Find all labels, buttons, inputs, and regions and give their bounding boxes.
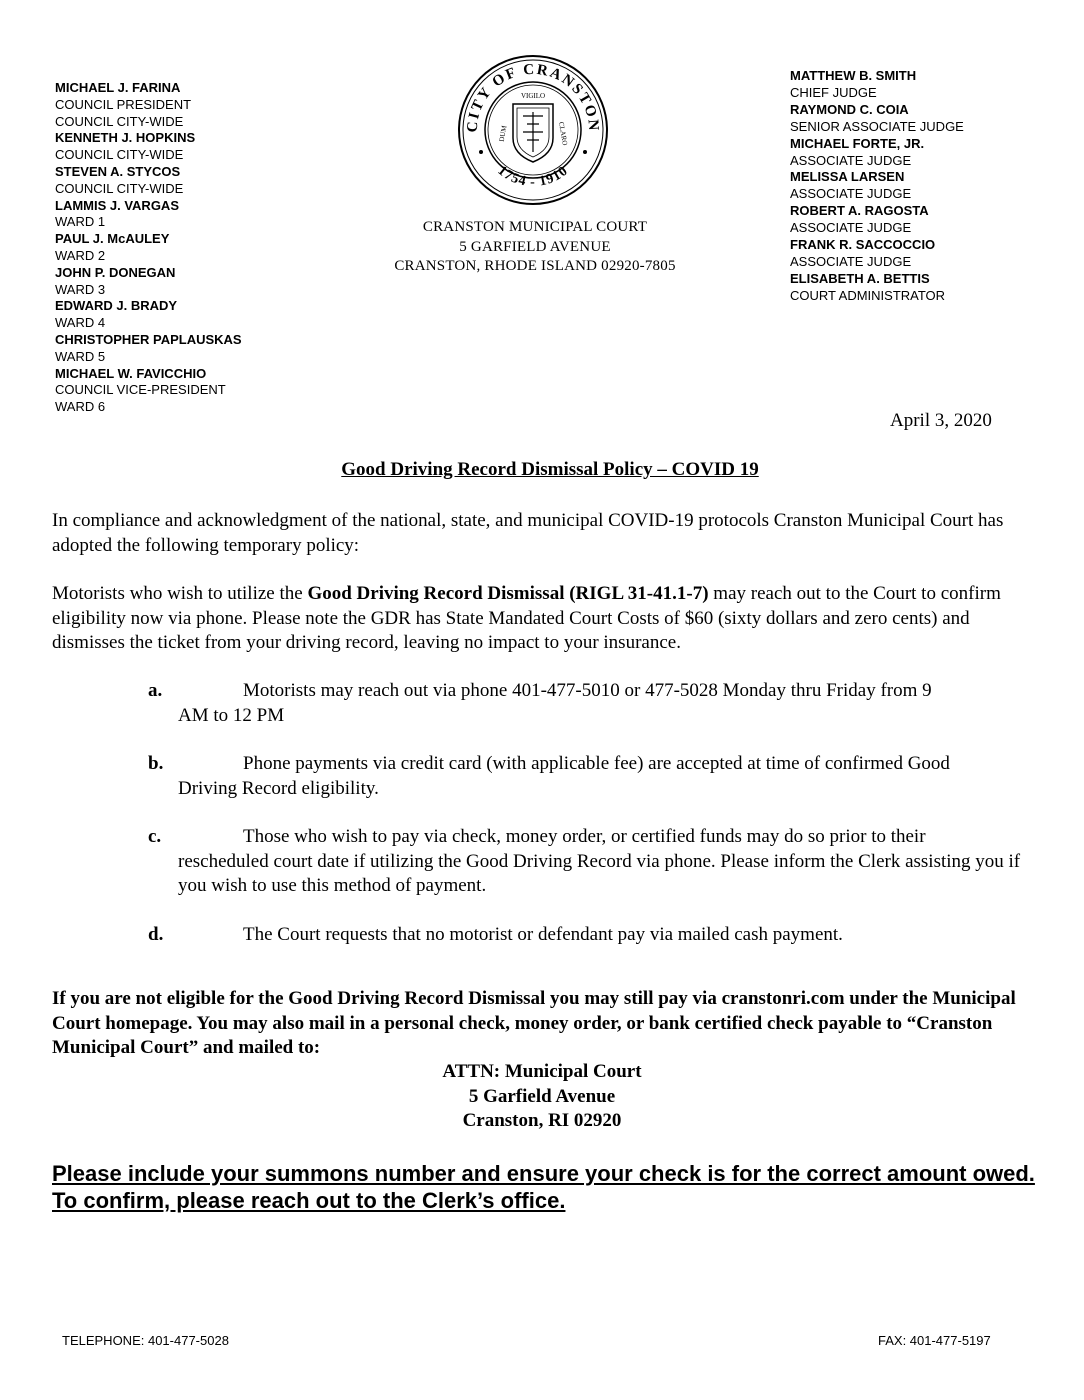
seal-motto-right: CLARO — [556, 121, 569, 147]
person-title: WARD 1 — [55, 214, 106, 230]
final-notice: Please include your summons number and ensure your check is for the correct amount owed. To confirm, please reach out to the Clerk’s office. — [52, 1161, 1035, 1213]
person-title: ASSOCIATE JUDGE — [790, 186, 912, 202]
person-name: KENNETH J. HOPKINS — [55, 130, 196, 146]
person-title: WARD 6 — [55, 399, 106, 415]
person-name: MICHAEL J. FARINA — [55, 80, 181, 95]
person-title: WARD 2 — [55, 247, 106, 263]
person-name: MATTHEW B. SMITH — [790, 68, 917, 83]
person-name: PAUL J. McAULEY — [55, 231, 170, 247]
person-name: MELISSA LARSEN — [790, 169, 905, 185]
policy-text-before: Motorists who wish to utilize the — [52, 583, 308, 604]
person-title: COURT ADMINISTRATOR — [790, 287, 946, 303]
policy-text-after: may reach out to the Court to confirm eligibility now via phone. Please note the GDR has State Mandated Court Costs of $60 (sixty dollars and zero cents) and dismisses the ticket from your driving record, leaving no impact to your insurance. — [52, 583, 1001, 653]
intro-paragraph: In compliance and acknowledgment of the national, state, and municipal COVID-19 protocols Cranston Municipal Court has adopted the following temporary policy: — [52, 510, 1004, 556]
person-name: EDWARD J. BRADY — [55, 298, 178, 314]
seal-motto-top: VIGILO — [520, 92, 546, 100]
person-name: LAMMIS J. VARGAS — [55, 197, 179, 213]
item-letter: c. — [148, 826, 162, 847]
policy-item-a — [148, 679, 1048, 728]
item-text-cont: rescheduled court date if utilizing the Good Driving Record via phone. Please inform the Clerk assisting you if you wish to use this method of payment. — [178, 850, 1021, 896]
person-name: JOHN P. DONEGAN — [55, 264, 176, 280]
court-address-line: CRANSTON MUNICIPAL COURT — [422, 219, 648, 235]
person-title: SENIOR ASSOCIATE JUDGE — [790, 118, 964, 134]
item-text-cont: AM to 12 PM — [178, 704, 285, 726]
person-name: MICHAEL W. FAVICCHIO — [55, 365, 207, 381]
policy-item-c — [148, 825, 1048, 899]
person-name: RAYMOND C. COIA — [790, 101, 909, 117]
policy-statute: Good Driving Record Dismissal (RIGL 31-41.1-7) — [307, 583, 709, 604]
mailing-address — [0, 1060, 1084, 1134]
person-name: STEVEN A. STYCOS — [55, 163, 181, 179]
document-title: Good Driving Record Dismissal Policy – COVID 19 — [341, 459, 759, 480]
court-address-line: CRANSTON, RHODE ISLAND 02920-7805 — [394, 258, 676, 274]
item-text: The Court requests that no motorist or defendant pay via mailed cash payment. — [243, 924, 843, 945]
item-text: Those who wish to pay via check, money order, or certified funds may do so prior to their — [243, 826, 926, 847]
court-address — [380, 218, 690, 277]
person-title: ASSOCIATE JUDGE — [790, 152, 912, 168]
footer-fax: FAX: 401-477-5197 — [878, 1333, 991, 1348]
item-letter: d. — [148, 924, 164, 945]
person-title: WARD 5 — [55, 348, 106, 364]
council-list — [55, 80, 242, 416]
item-text-cont: Driving Record eligibility. — [178, 777, 379, 799]
person-title: ASSOCIATE JUDGE — [790, 220, 912, 236]
court-address-line: 5 GARFIELD AVENUE — [459, 238, 611, 255]
svg-text:1754 - 1910 — [495, 163, 572, 190]
mailing-address-line: 5 Garfield Avenue — [468, 1085, 616, 1107]
person-name: CHRISTOPHER PAPLAUSKAS — [55, 331, 242, 347]
person-title: COUNCIL PRESIDENT — [55, 96, 192, 112]
seal-motto-left: DUM — [497, 124, 509, 143]
person-name: FRANK R. SACCOCCIO — [790, 237, 936, 253]
person-title: COUNCIL CITY-WIDE — [55, 180, 184, 196]
item-letter: a. — [148, 680, 163, 701]
judges-list — [790, 68, 964, 305]
person-title: COUNCIL CITY-WIDE — [55, 147, 184, 163]
policy-item-b — [148, 752, 1048, 801]
person-name: MICHAEL FORTE, JR. — [790, 135, 925, 151]
mailing-address-line: Cranston, RI 02920 — [462, 1110, 622, 1131]
item-letter: b. — [148, 753, 164, 774]
city-seal — [457, 54, 609, 206]
person-title: COUNCIL VICE-PRESIDENT — [55, 382, 226, 398]
footer-telephone: TELEPHONE: 401-477-5028 — [62, 1333, 229, 1348]
person-title: WARD 4 — [55, 315, 106, 331]
letter-date: April 3, 2020 — [890, 410, 992, 431]
person-title: CHIEF JUDGE — [790, 84, 877, 100]
seal-ring-text: CITY OF CRANSTON — [464, 61, 602, 133]
mailing-address-line: ATTN: Municipal Court — [442, 1061, 642, 1082]
payment-notice: If you are not eligible for the Good Driving Record Dismissal you may still pay via cranstonri.com under the Municipal Court homepage. You may also mail in a personal check, money order, or bank certified check payable to “Cranston Municipal Court” and mailed to: — [52, 988, 1016, 1058]
person-title: ASSOCIATE JUDGE — [790, 253, 912, 269]
person-name: ROBERT A. RAGOSTA — [790, 203, 929, 219]
seal-years: 1754 - 1910 — [494, 163, 572, 190]
policy-paragraph — [52, 582, 1042, 656]
item-text: Motorists may reach out via phone 401-477-5010 or 477-5028 Monday thru Friday from 9 — [243, 680, 932, 701]
item-text: Phone payments via credit card (with applicable fee) are accepted at time of confirmed Good — [243, 753, 950, 774]
person-title: COUNCIL CITY-WIDE — [55, 113, 184, 129]
person-title: WARD 3 — [55, 281, 106, 297]
person-name: ELISABETH A. BETTIS — [790, 270, 930, 286]
policy-item-d — [148, 923, 1048, 948]
